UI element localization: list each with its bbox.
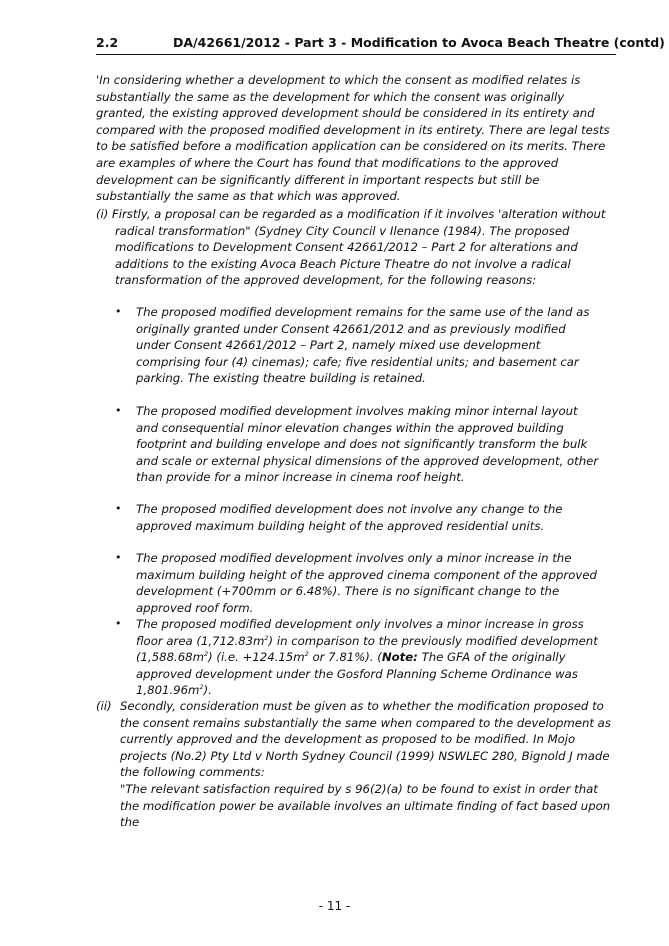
bullet-icon: • (115, 404, 122, 417)
bullet-text: The proposed modified development does not involve any change to the approved maximum building height of the approved residential units. (136, 502, 563, 533)
superscript: 2 (204, 650, 209, 659)
bullet-icon: • (115, 305, 122, 318)
header-divider (96, 54, 616, 55)
bullet-text (136, 616, 600, 699)
bullet-text: The proposed modified development involves making minor internal layout and consequential minor elevation changes within the approved building footprint and building envelope and does not significantly transform the bulk and scale or external physical dimensions of the approved development, other than provide for a minor increase in cinema roof height. (136, 404, 599, 485)
point-i-label: (i) (96, 207, 109, 221)
bullet5-text-d: or 7.81%). ( (308, 650, 382, 665)
bullet5-text-b: ) in comparison to the previously modified development (1,588.68m (136, 633, 598, 665)
page-number: - 11 - (318, 899, 351, 913)
bullet-text: The proposed modified development remains for the same use of the land as originally granted under Consent 42661/2012 and as previously modified under Consent 42661/2012 – Part 2, namely mixed use development comprising four (4) cinemas); cafe; five residential units; and basement car parking. The existing theatre building is retained. (136, 305, 590, 386)
bullet5-text-c: ) (i.e. +124.15m (208, 650, 305, 665)
point-ii-label: (ii) (96, 699, 112, 713)
note-label: Note: (381, 650, 418, 665)
superscript: 2 (264, 633, 269, 642)
bullet-icon: • (115, 502, 122, 515)
bullet5-text-f: ). (203, 683, 212, 698)
section-number: 2.2 (96, 35, 119, 50)
bullet5-text-e: The GFA of the originally approved development under the Gosford Planning Scheme Ordinance was 1,801.96m (136, 650, 578, 698)
bullet5-text-a: The proposed modified development only involves a minor increase in gross floor area (1,712.83m (136, 617, 584, 648)
bullet-text: The proposed modified development involves only a minor increase in the maximum building height of the approved cinema component of the approved development (+700mm or 6.48%). There is no significant change to the approved roof form. (136, 551, 597, 615)
bullet-icon: • (115, 617, 122, 630)
bullet-icon: • (115, 551, 122, 564)
superscript: 2 (199, 683, 204, 692)
quote-paragraph: 'In considering whether a development to which the consent as modified relates is substantially the same as the development for which the consent was originally granted, the existing approved development should be considered in its entirety and compared with the proposed modified development in its entirety. There are legal tests to be satisfied before a modification application can be considered on its merits. There are examples of where the Court has found that modifications to the approved development can be significantly different in important respects but still be substantially the same as that which was approved. (96, 73, 610, 204)
point-i-text: Firstly, a proposal can be regarded as a modification if it involves 'alteration without radical transformation" (Sydney City Council v Ilenance (1984). The proposed modifications to Development Consent 42661/2012 – Part 2 for alterations and additions to the existing Avoca Beach Picture Theatre do not involve a radical transformation of the approved development, for the following reasons: (112, 207, 606, 288)
point-ii-text: Secondly, consideration must be given as to whether the modification proposed to the consent remains substantially the same when compared to the development as currently approved and the development as proposed to be modified. In Mojo projects (No.2) Pty Ltd v North Sydney Council (1999) NSWLEC 280, Bignold J made the following comments: (120, 699, 611, 780)
header-title: DA/42661/2012 - Part 3 - Modification to Avoca Beach Theatre (contd) (173, 35, 665, 50)
superscript: 2 (304, 650, 309, 659)
quote-continuation: "The relevant satisfaction required by s 96(2)(a) to be found to exist in order that the modification power be available involves an ultimate finding of fact based upon the (120, 782, 611, 830)
